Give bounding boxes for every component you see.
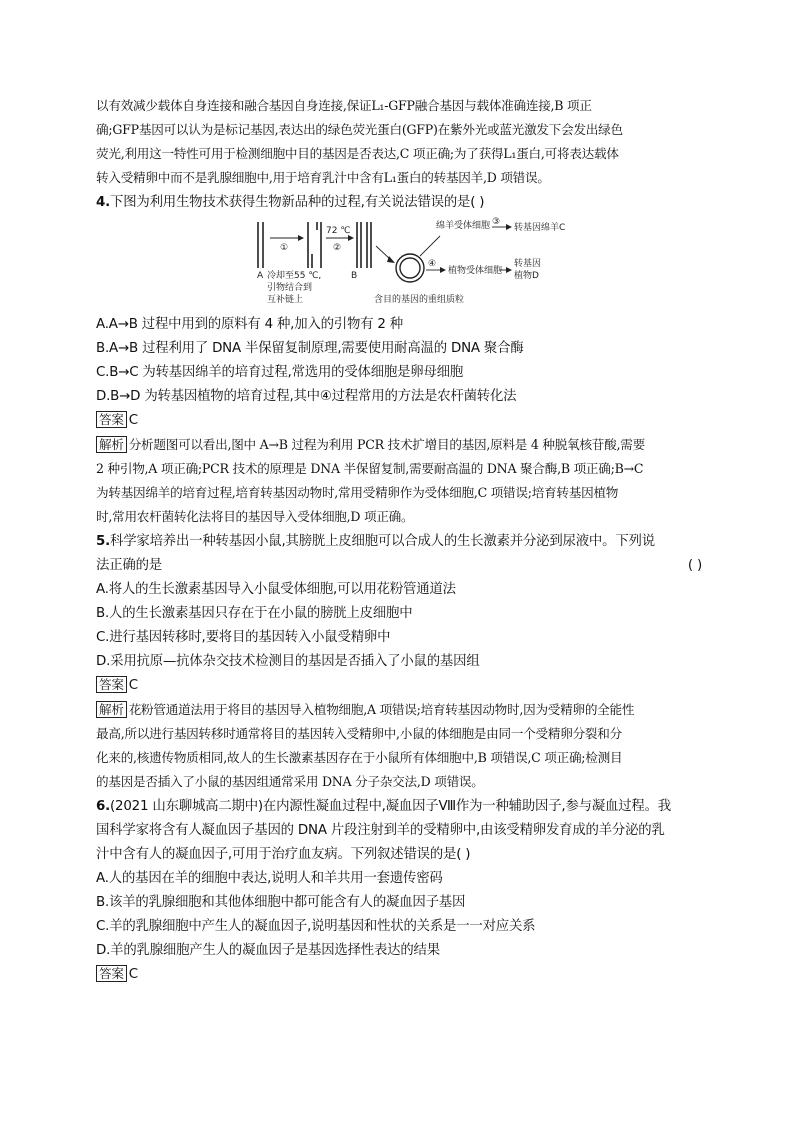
sheep-cell-label: 绵羊受体细胞: [436, 221, 491, 231]
explain-line: 转入受精卵中而不是乳腺细胞中,用于培育乳汁中含有L₁蛋白的转基因羊,D 项错误。: [96, 170, 550, 185]
answer-value: C: [128, 413, 138, 428]
option-b: B.A→B 过程利用了 DNA 半保留复制原理,需要使用耐高温的 DNA 聚合酶: [96, 341, 524, 356]
option-c: C.B→C 为转基因绵羊的培育过程,常选用的受体细胞是卵母细胞: [96, 365, 464, 380]
explain-line: 荧光,利用这一特性可用于检测细胞中目的基因是否表达,C 项正确;为了获得L₁蛋白,可将表达载体: [96, 146, 619, 161]
explain-line: 最高,所以进行基因转移时通常将目的基因转入受精卵中,小鼠的体细胞是由同一个受精卵分裂和分: [96, 726, 622, 741]
note-cool: 冷却至55 ℃,: [267, 271, 322, 281]
note-primer: 引物结合到: [267, 283, 313, 293]
question-number: 4.: [96, 195, 111, 210]
option-b: B.人的生长激素基因只存在于在小鼠的膀胱上皮细胞中: [96, 606, 413, 621]
explanation-row: [96, 435, 645, 455]
option-a: A.将人的生长激素基因导入小鼠受体细胞,可以用花粉管通道法: [96, 582, 456, 597]
pcr-process-diagram: [256, 216, 566, 316]
option-d: D.羊的乳腺细胞产生人的凝血因子是基因选择性表达的结果: [96, 943, 440, 958]
explain-tag: 解析: [96, 436, 127, 453]
explain-line: 花粉管通道法用于将目的基因导入植物细胞,A 项错误;培育转基因动物时,因为受精卵的全能性: [128, 702, 635, 717]
answer-row: [96, 411, 138, 431]
label-b: B: [351, 271, 358, 281]
answer-tag: 答案: [96, 676, 127, 693]
question-text: 科学家培养出一种转基因小鼠,其膀胱上皮细胞可以合成人的生长激素并分泌到尿液中。下列说: [110, 534, 655, 549]
step-1-label: ①: [280, 243, 289, 253]
plant-result: 植物D: [514, 271, 539, 281]
question-text: 法正确的是: [96, 558, 162, 573]
question-number: 6.: [96, 799, 111, 814]
answer-row: [96, 676, 138, 696]
explain-line: 的基因是否插入了小鼠的基因组通常采用 DNA 分子杂交法,D 项错误。: [96, 774, 484, 789]
explain-line: 以有效减少载体自身连接和融合基因自身连接,保证L₁-GFP融合基因与载体准确连接,B 项正: [96, 98, 592, 113]
answer-value: C: [128, 678, 138, 693]
question-text: 国科学家将含有人凝血因子基因的 DNA 片段注射到羊的受精卵中,由该受精卵发育成的羊分泌的乳: [96, 823, 665, 838]
plasmid-label: 含目的基因的重组质粒: [374, 295, 465, 305]
explain-line: 为转基因绵羊的培育过程,培育转基因动物时,常用受精卵作为受体细胞,C 项错误;培育转基因植物: [96, 485, 619, 500]
explain-line: 分析题图可以看出,图中 A→B 过程为利用 PCR 技术扩增目的基因,原料是 4 种脱氧核苷酸,需要: [128, 437, 645, 452]
explain-line: 化来的,核遗传物质相同,故人的生长激素基因存在于小鼠所有体细胞中,B 项错误,C 项正确;检测目: [96, 750, 623, 765]
question-number: 5.: [96, 534, 111, 549]
answer-value: C: [128, 967, 138, 982]
question-text: 汁中含有人的凝血因子,可用于治疗血友病。下列叙述错误的是( ): [96, 847, 471, 862]
explain-line: 确;GFP基因可以认为是标记基因,表达出的绿色荧光蛋白(GFP)在紫外光或蓝光激发下会发出绿色: [96, 122, 623, 137]
question-5-stem: [96, 532, 655, 552]
option-b: B.该羊的乳腺细胞和其他体细胞中都可能含有人的凝血因子基因: [96, 895, 466, 910]
sheep-result: 转基因绵羊C: [514, 223, 566, 233]
step-4-label: ④: [428, 259, 437, 269]
option-d: D.B→D 为转基因植物的培育过程,其中④过程常用的方法是农杆菌转化法: [96, 389, 517, 404]
explain-line: 2 种引物,A 项正确;PCR 技术的原理是 DNA 半保留复制,需要耐高温的 DNA 聚合酶,B 项正确;B→C: [96, 461, 644, 476]
answer-blank: ( ): [687, 558, 702, 573]
explanation-row: [96, 700, 634, 720]
option-c: C.羊的乳腺细胞中产生人的凝血因子,说明基因和性状的关系是一一对应关系: [96, 919, 536, 934]
question-text: 下图为利用生物技术获得生物新品种的过程,有关说法错误的是( ): [110, 195, 485, 210]
plant-cell-label: 植物受体细胞: [448, 266, 503, 276]
answer-row: [96, 965, 138, 985]
diagram-svg: [256, 216, 566, 316]
option-c: C.进行基因转移时,要将目的基因转入小鼠受精卵中: [96, 630, 391, 645]
plant-result: 转基因: [514, 259, 542, 269]
option-a: A.A→B 过程中用到的原料有 4 种,加入的引物有 2 种: [96, 317, 403, 332]
option-a: A.人的基因在羊的细胞中表达,说明人和羊共用一套遗传密码: [96, 871, 443, 886]
explain-tag: 解析: [96, 701, 127, 718]
step-3-label: ③: [492, 217, 501, 227]
temp-label: 72 ℃: [326, 226, 351, 236]
label-a: A: [257, 271, 264, 281]
step-2-label: ②: [333, 243, 342, 253]
question-6-stem: [96, 797, 671, 817]
question-4-stem: [96, 193, 484, 213]
option-d: D.采用抗原—抗体杂交技术检测目的基因是否插入了小鼠的基因组: [96, 654, 480, 669]
question-text: (2021 山东聊城高二期中)在内源性凝血过程中,凝血因子Ⅷ作为一种辅助因子,参与凝血过程。我: [110, 799, 671, 814]
explain-line: 时,常用农杆菌转化法将目的基因导入受体细胞,D 项正确。: [96, 509, 414, 524]
answer-tag: 答案: [96, 965, 127, 982]
question-5-stem-cont: [96, 556, 702, 576]
note-primer: 互补链上: [267, 295, 304, 305]
answer-tag: 答案: [96, 411, 127, 428]
